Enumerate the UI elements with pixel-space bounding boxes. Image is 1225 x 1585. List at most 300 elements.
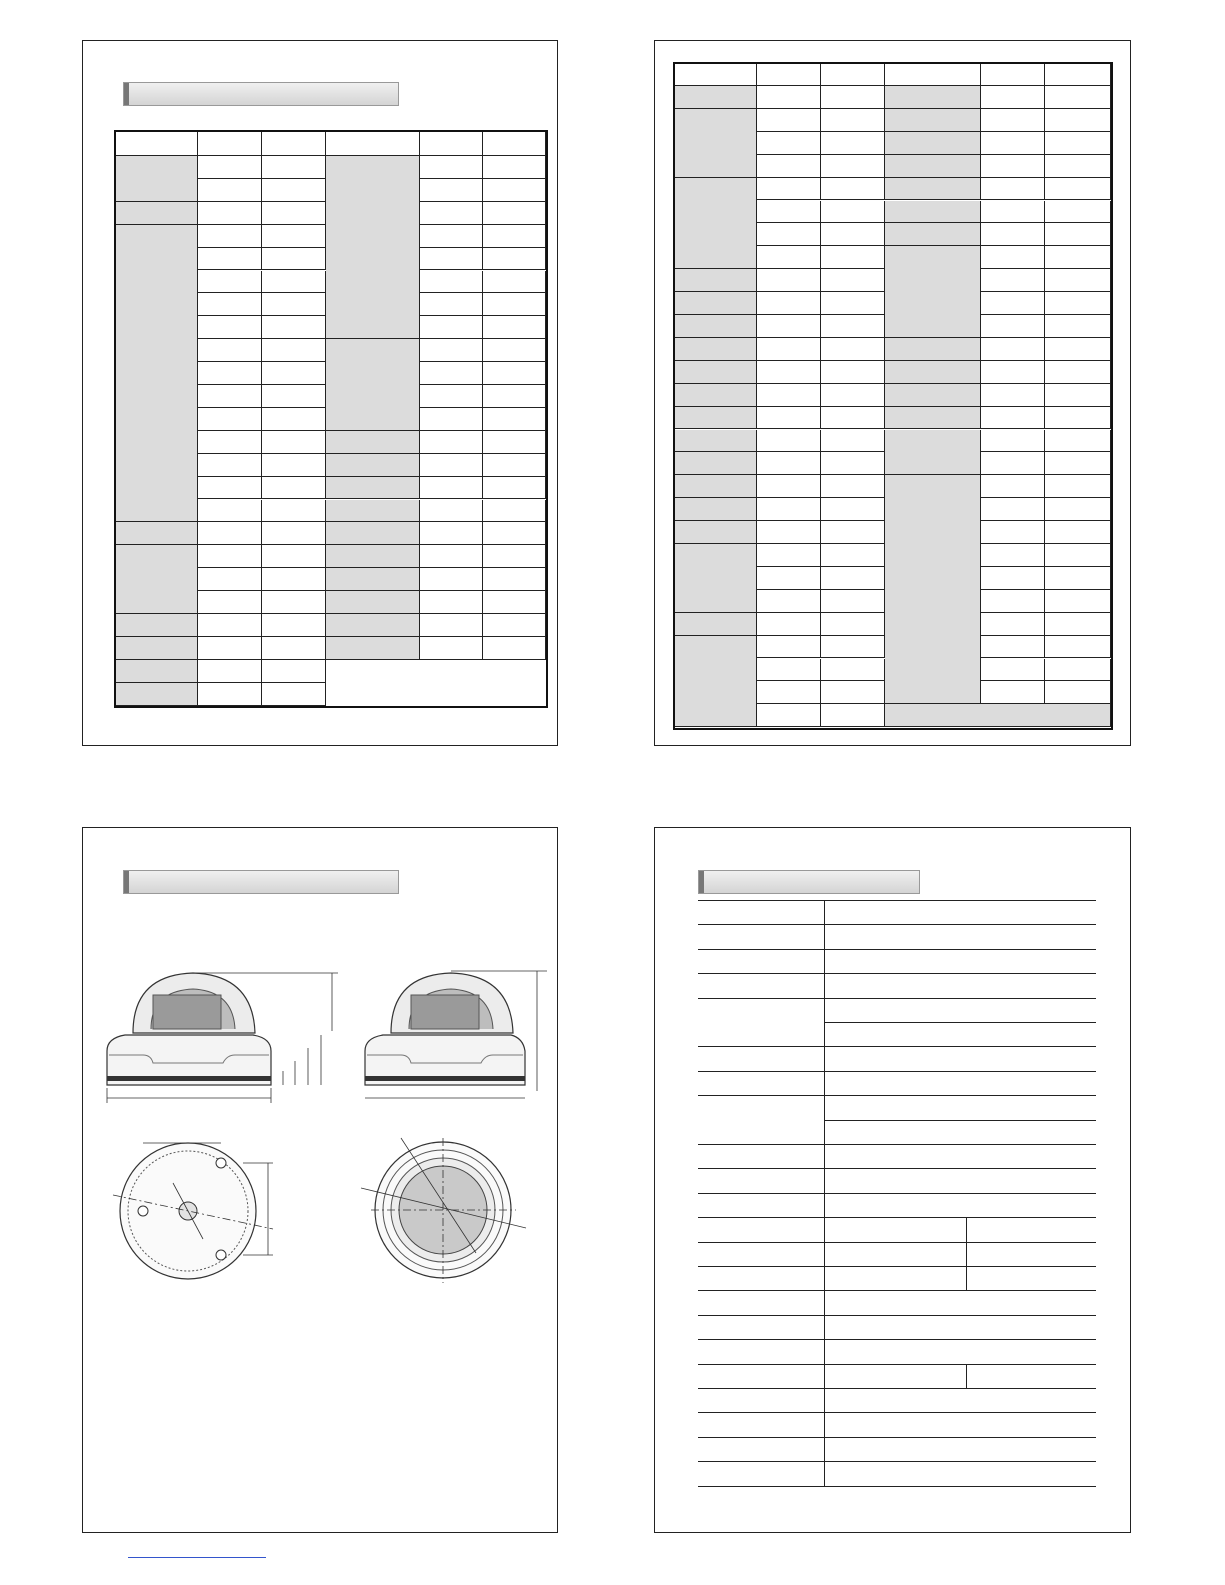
table-cell bbox=[262, 225, 326, 248]
table-cell bbox=[198, 225, 262, 248]
table-cell bbox=[821, 613, 885, 636]
row-group-label bbox=[885, 201, 981, 224]
row-group-label bbox=[885, 407, 981, 430]
table-cell bbox=[821, 155, 885, 178]
value-split-rule bbox=[966, 1217, 967, 1290]
row-group-label bbox=[885, 384, 981, 407]
table-cell bbox=[420, 156, 483, 179]
table-cell bbox=[420, 614, 483, 637]
table-header-cell bbox=[116, 132, 198, 156]
row-rule bbox=[698, 1046, 1096, 1047]
table-cell bbox=[262, 316, 326, 339]
menu-table-1 bbox=[114, 130, 548, 708]
table-cell bbox=[1045, 384, 1111, 407]
row-group-label bbox=[675, 315, 757, 338]
row-group-label bbox=[326, 522, 420, 545]
row-rule bbox=[698, 1364, 1096, 1365]
row-group-label bbox=[675, 430, 757, 453]
table-cell bbox=[420, 591, 483, 614]
table-cell bbox=[483, 545, 546, 568]
sub-row-rule bbox=[824, 1022, 1096, 1023]
table-cell bbox=[1045, 246, 1111, 269]
dome-side-view bbox=[361, 963, 551, 1118]
table-cell bbox=[198, 293, 262, 316]
table-cell bbox=[262, 614, 326, 637]
table-cell bbox=[757, 315, 821, 338]
table-cell bbox=[981, 521, 1045, 544]
table-cell bbox=[262, 385, 326, 408]
table-cell bbox=[757, 613, 821, 636]
table-cell bbox=[981, 430, 1045, 453]
table-cell bbox=[262, 637, 326, 660]
table-cell bbox=[1045, 155, 1111, 178]
table-cell bbox=[198, 614, 262, 637]
row-group-label bbox=[326, 591, 420, 614]
table-cell bbox=[262, 248, 326, 271]
table-cell bbox=[1045, 109, 1111, 132]
table-cell bbox=[757, 407, 821, 430]
table-cell bbox=[821, 704, 885, 727]
table-cell bbox=[262, 362, 326, 385]
row-group-label bbox=[326, 477, 420, 500]
table-cell bbox=[981, 613, 1045, 636]
row-group-label bbox=[116, 225, 198, 523]
table-cell bbox=[420, 637, 483, 660]
row-rule bbox=[698, 1168, 1096, 1169]
table-cell bbox=[1045, 223, 1111, 246]
row-rule bbox=[698, 949, 1096, 950]
table-cell bbox=[821, 567, 885, 590]
table-header-cell bbox=[821, 64, 885, 86]
row-rule bbox=[698, 900, 1096, 901]
row-group-label bbox=[326, 339, 420, 431]
row-rule bbox=[698, 1071, 1096, 1072]
row-group-label bbox=[326, 637, 420, 660]
table-header-cell bbox=[420, 132, 483, 156]
table-cell bbox=[757, 704, 821, 727]
row-rule bbox=[698, 973, 1096, 974]
table-cell bbox=[1045, 521, 1111, 544]
table-cell bbox=[981, 246, 1045, 269]
table-cell bbox=[981, 636, 1045, 659]
table-cell bbox=[1045, 590, 1111, 613]
label-column-rule bbox=[824, 900, 825, 1486]
table-cell bbox=[821, 223, 885, 246]
table-cell bbox=[198, 500, 262, 523]
table-cell bbox=[757, 361, 821, 384]
row-group-label bbox=[675, 521, 757, 544]
table-cell bbox=[821, 590, 885, 613]
table-cell bbox=[821, 475, 885, 498]
row-group-label bbox=[326, 500, 420, 523]
table-cell bbox=[198, 179, 262, 202]
row-group-label bbox=[675, 475, 757, 498]
dome-bottom-view bbox=[351, 1133, 551, 1283]
row-group-label bbox=[675, 613, 757, 636]
row-rule bbox=[698, 1266, 1096, 1267]
table-cell bbox=[821, 361, 885, 384]
row-group-label bbox=[326, 156, 420, 339]
table-cell bbox=[981, 155, 1045, 178]
table-cell bbox=[262, 179, 326, 202]
table-cell bbox=[821, 315, 885, 338]
table-header-cell bbox=[326, 132, 420, 156]
table-cell bbox=[483, 248, 546, 271]
row-rule bbox=[698, 1461, 1096, 1462]
row-group-label bbox=[675, 269, 757, 292]
table-cell bbox=[198, 385, 262, 408]
table-cell bbox=[981, 544, 1045, 567]
table-cell bbox=[483, 156, 546, 179]
section-title-bar bbox=[123, 82, 399, 106]
row-group-label bbox=[326, 545, 420, 568]
table-cell bbox=[821, 498, 885, 521]
row-group-label bbox=[675, 109, 757, 178]
row-rule bbox=[698, 1339, 1096, 1340]
table-cell bbox=[1045, 498, 1111, 521]
row-rule bbox=[698, 1144, 1096, 1145]
table-cell bbox=[198, 431, 262, 454]
page-top-right bbox=[654, 40, 1131, 746]
table-cell bbox=[262, 156, 326, 179]
table-cell bbox=[1045, 475, 1111, 498]
footer-link-underline[interactable] bbox=[128, 1557, 266, 1558]
table-cell bbox=[1045, 407, 1111, 430]
table-cell bbox=[757, 636, 821, 659]
table-cell bbox=[757, 521, 821, 544]
table-cell bbox=[262, 500, 326, 523]
table-cell bbox=[757, 681, 821, 704]
page-bottom-right bbox=[654, 827, 1131, 1533]
table-header-cell bbox=[675, 64, 757, 86]
table-cell bbox=[483, 316, 546, 339]
table-cell bbox=[981, 201, 1045, 224]
table-cell bbox=[483, 591, 546, 614]
table-cell bbox=[981, 681, 1045, 704]
table-cell bbox=[198, 362, 262, 385]
table-cell bbox=[1045, 269, 1111, 292]
table-header-cell bbox=[262, 132, 326, 156]
table-cell bbox=[420, 431, 483, 454]
table-cell bbox=[821, 407, 885, 430]
row-group-label bbox=[326, 454, 420, 477]
table-cell bbox=[483, 500, 546, 523]
table-cell bbox=[757, 132, 821, 155]
row-group-label bbox=[885, 155, 981, 178]
table-cell bbox=[1045, 636, 1111, 659]
table-cell bbox=[981, 361, 1045, 384]
table-cell bbox=[262, 454, 326, 477]
table-cell bbox=[757, 475, 821, 498]
row-group-label bbox=[885, 109, 981, 132]
row-group-label bbox=[675, 384, 757, 407]
table-cell bbox=[1045, 567, 1111, 590]
table-cell bbox=[1045, 544, 1111, 567]
table-cell bbox=[757, 452, 821, 475]
table-cell bbox=[981, 659, 1045, 682]
table-cell bbox=[420, 316, 483, 339]
table-cell bbox=[1045, 338, 1111, 361]
table-cell bbox=[1045, 430, 1111, 453]
table-cell bbox=[420, 385, 483, 408]
table-cell bbox=[198, 660, 262, 683]
table-cell bbox=[1045, 361, 1111, 384]
table-cell bbox=[981, 498, 1045, 521]
table-cell bbox=[198, 271, 262, 294]
table-cell bbox=[420, 500, 483, 523]
menu-table-2 bbox=[673, 62, 1113, 730]
table-cell bbox=[420, 271, 483, 294]
table-cell bbox=[483, 614, 546, 637]
table-cell bbox=[483, 454, 546, 477]
table-cell bbox=[198, 545, 262, 568]
dome-side-view-dimensioned bbox=[103, 963, 343, 1118]
table-cell bbox=[262, 271, 326, 294]
table-cell bbox=[262, 477, 326, 500]
table-cell bbox=[821, 521, 885, 544]
table-cell bbox=[821, 178, 885, 201]
table-cell bbox=[1045, 132, 1111, 155]
row-rule bbox=[698, 1242, 1096, 1243]
row-group-label bbox=[675, 544, 757, 613]
row-rule bbox=[698, 1095, 1096, 1096]
section-title-bar bbox=[698, 870, 920, 894]
row-group-label bbox=[885, 246, 981, 338]
row-group-label bbox=[675, 292, 757, 315]
row-group-label bbox=[116, 545, 198, 614]
table-cell bbox=[483, 225, 546, 248]
row-rule bbox=[698, 1217, 1096, 1218]
value-split-rule bbox=[966, 1364, 967, 1388]
table-cell bbox=[981, 223, 1045, 246]
table-cell bbox=[198, 454, 262, 477]
row-group-label bbox=[675, 636, 757, 728]
table-cell bbox=[821, 132, 885, 155]
row-rule bbox=[698, 1437, 1096, 1438]
table-cell bbox=[757, 430, 821, 453]
table-cell bbox=[198, 591, 262, 614]
table-cell bbox=[262, 660, 326, 683]
row-rule bbox=[698, 1486, 1096, 1487]
table-cell bbox=[981, 407, 1045, 430]
row-rule bbox=[698, 1412, 1096, 1413]
table-cell bbox=[483, 293, 546, 316]
section-title-bar bbox=[123, 870, 399, 894]
table-cell bbox=[262, 683, 326, 706]
table-header-cell bbox=[483, 132, 546, 156]
table-cell bbox=[483, 385, 546, 408]
table-cell bbox=[981, 292, 1045, 315]
table-cell bbox=[981, 452, 1045, 475]
table-cell bbox=[198, 156, 262, 179]
table-cell bbox=[821, 430, 885, 453]
row-group-label bbox=[885, 475, 981, 704]
table-cell bbox=[821, 659, 885, 682]
table-cell bbox=[757, 269, 821, 292]
row-group-label bbox=[326, 568, 420, 591]
table-cell bbox=[757, 567, 821, 590]
row-rule bbox=[698, 1315, 1096, 1316]
row-group-label bbox=[326, 614, 420, 637]
table-cell bbox=[420, 522, 483, 545]
row-rule bbox=[698, 924, 1096, 925]
table-cell bbox=[262, 408, 326, 431]
table-cell bbox=[198, 339, 262, 362]
table-cell bbox=[198, 202, 262, 225]
table-cell bbox=[981, 590, 1045, 613]
table-cell bbox=[757, 155, 821, 178]
table-cell bbox=[757, 178, 821, 201]
table-cell bbox=[1045, 292, 1111, 315]
table-cell bbox=[198, 637, 262, 660]
table-cell bbox=[1045, 201, 1111, 224]
table-cell bbox=[757, 201, 821, 224]
row-group-label bbox=[116, 522, 198, 545]
table-cell bbox=[981, 269, 1045, 292]
row-group-label bbox=[326, 431, 420, 454]
table-cell bbox=[1045, 452, 1111, 475]
sub-row-rule bbox=[824, 1120, 1096, 1121]
row-group-label bbox=[116, 614, 198, 637]
table-cell bbox=[420, 545, 483, 568]
row-rule bbox=[698, 1193, 1096, 1194]
row-group-label bbox=[675, 361, 757, 384]
table-cell bbox=[262, 591, 326, 614]
table-cell bbox=[483, 408, 546, 431]
table-cell bbox=[981, 132, 1045, 155]
row-rule bbox=[698, 1388, 1096, 1389]
table-cell bbox=[981, 178, 1045, 201]
table-cell bbox=[757, 659, 821, 682]
page-top-left bbox=[82, 40, 558, 746]
bottom-merged-cell bbox=[885, 704, 1111, 727]
row-group-label bbox=[885, 86, 981, 109]
table-cell bbox=[757, 590, 821, 613]
table-cell bbox=[420, 248, 483, 271]
table-cell bbox=[483, 568, 546, 591]
table-cell bbox=[821, 109, 885, 132]
table-cell bbox=[1045, 659, 1111, 682]
table-cell bbox=[821, 246, 885, 269]
row-group-label bbox=[885, 223, 981, 246]
table-cell bbox=[757, 338, 821, 361]
table-cell bbox=[483, 477, 546, 500]
row-group-label bbox=[885, 430, 981, 476]
table-cell bbox=[757, 498, 821, 521]
table-cell bbox=[262, 522, 326, 545]
table-header-cell bbox=[198, 132, 262, 156]
table-cell bbox=[420, 454, 483, 477]
page-bottom-left bbox=[82, 827, 558, 1533]
row-group-label bbox=[116, 683, 198, 706]
table-header-cell bbox=[757, 64, 821, 86]
table-header-cell bbox=[1045, 64, 1111, 86]
specification-table bbox=[698, 900, 1098, 1500]
table-cell bbox=[821, 292, 885, 315]
table-cell bbox=[981, 338, 1045, 361]
blank-merged-cell bbox=[326, 660, 546, 704]
table-cell bbox=[262, 293, 326, 316]
row-group-label bbox=[116, 637, 198, 660]
table-cell bbox=[483, 431, 546, 454]
row-rule bbox=[698, 1290, 1096, 1291]
row-group-label bbox=[675, 452, 757, 475]
table-cell bbox=[420, 408, 483, 431]
table-cell bbox=[420, 339, 483, 362]
table-cell bbox=[757, 223, 821, 246]
table-cell bbox=[420, 293, 483, 316]
table-cell bbox=[483, 522, 546, 545]
table-cell bbox=[1045, 178, 1111, 201]
table-cell bbox=[1045, 86, 1111, 109]
table-cell bbox=[483, 202, 546, 225]
table-cell bbox=[420, 362, 483, 385]
row-group-label bbox=[675, 86, 757, 109]
table-cell bbox=[262, 202, 326, 225]
table-cell bbox=[821, 201, 885, 224]
table-cell bbox=[757, 384, 821, 407]
row-rule bbox=[698, 998, 1096, 999]
table-cell bbox=[757, 246, 821, 269]
table-cell bbox=[757, 544, 821, 567]
table-cell bbox=[1045, 681, 1111, 704]
table-cell bbox=[420, 477, 483, 500]
table-cell bbox=[821, 452, 885, 475]
base-plate-top-view bbox=[103, 1133, 293, 1283]
table-cell bbox=[262, 339, 326, 362]
table-cell bbox=[262, 568, 326, 591]
table-cell bbox=[420, 225, 483, 248]
table-cell bbox=[483, 362, 546, 385]
table-cell bbox=[483, 271, 546, 294]
table-cell bbox=[821, 338, 885, 361]
table-cell bbox=[757, 86, 821, 109]
row-group-label bbox=[675, 178, 757, 270]
table-header-cell bbox=[885, 64, 981, 86]
table-cell bbox=[420, 568, 483, 591]
table-cell bbox=[757, 292, 821, 315]
table-cell bbox=[757, 109, 821, 132]
row-group-label bbox=[885, 132, 981, 155]
table-cell bbox=[198, 316, 262, 339]
table-cell bbox=[262, 431, 326, 454]
table-cell bbox=[821, 681, 885, 704]
table-cell bbox=[821, 86, 885, 109]
table-cell bbox=[981, 86, 1045, 109]
table-cell bbox=[483, 339, 546, 362]
row-group-label bbox=[675, 338, 757, 361]
table-cell bbox=[981, 384, 1045, 407]
row-group-label bbox=[675, 498, 757, 521]
table-header-cell bbox=[981, 64, 1045, 86]
row-group-label bbox=[885, 361, 981, 384]
row-group-label bbox=[116, 202, 198, 225]
table-cell bbox=[198, 522, 262, 545]
table-cell bbox=[821, 636, 885, 659]
table-cell bbox=[981, 315, 1045, 338]
table-cell bbox=[821, 384, 885, 407]
table-cell bbox=[981, 567, 1045, 590]
table-cell bbox=[1045, 613, 1111, 636]
row-group-label bbox=[885, 178, 981, 201]
table-cell bbox=[483, 179, 546, 202]
table-cell bbox=[262, 545, 326, 568]
table-cell bbox=[198, 408, 262, 431]
table-cell bbox=[981, 109, 1045, 132]
table-cell bbox=[821, 544, 885, 567]
row-group-label bbox=[116, 156, 198, 202]
table-cell bbox=[420, 202, 483, 225]
